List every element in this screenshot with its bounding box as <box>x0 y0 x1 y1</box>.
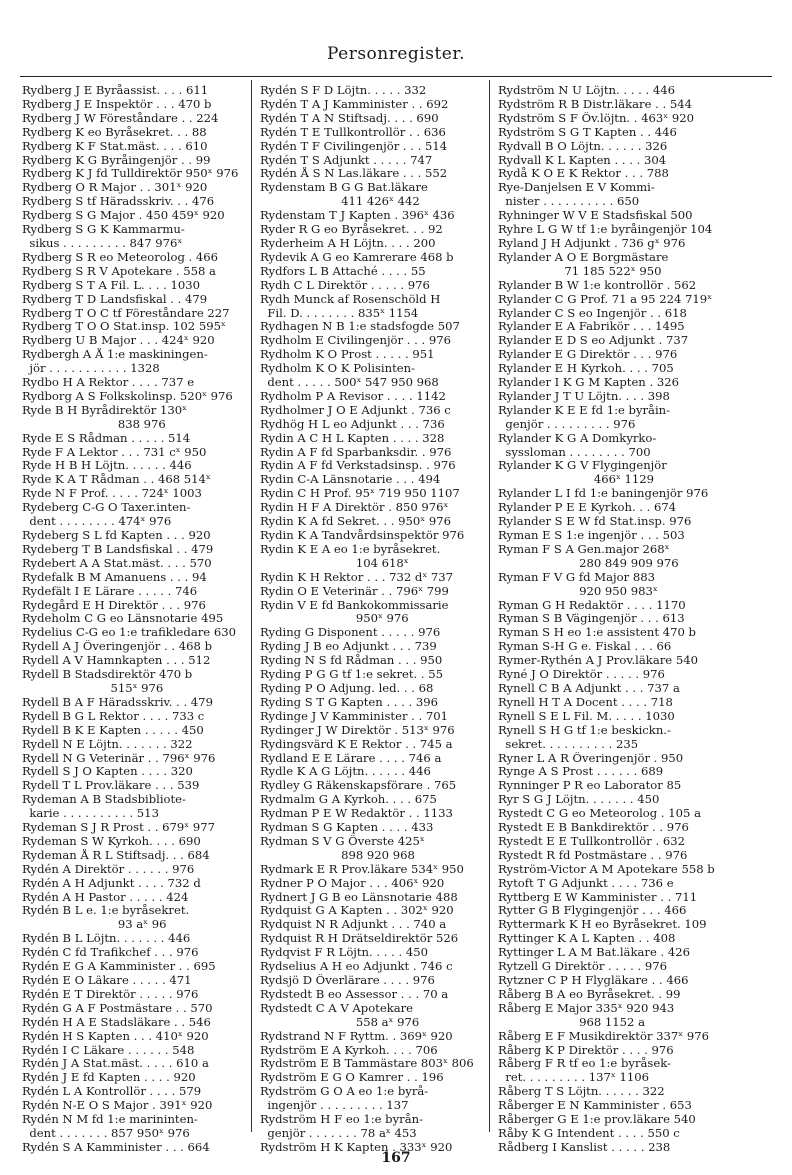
register-entry: Rymer-Rythén A J Prov.läkare 540 <box>498 654 698 668</box>
register-entry: Rydén A H Adjunkt . . . . 732 d <box>22 876 201 890</box>
register-entry: Rydin V E fd Bankokommissarie <box>260 598 449 612</box>
register-entry: Rydell B G L Rektor . . . . 733 c <box>22 709 205 723</box>
register-entry: Ryding S T G Kapten . . . . 396 <box>260 695 439 709</box>
register-entry: Rylander E G Direktör . . . 976 <box>498 348 678 362</box>
register-entry: Rylander E H Kyrkoh. . . . 705 <box>498 362 674 376</box>
register-entry: Rystedt C G eo Meteorolog . 105 a <box>498 807 701 821</box>
register-entry: Rydén H S Kapten . . . 410ˣ 920 <box>22 1029 209 1043</box>
register-entry: Rydbergh A Å 1:e maskiningen- <box>22 348 208 362</box>
register-entry: Rydström H F eo 1:e byrån- <box>260 1113 423 1127</box>
register-entry: 950ˣ 976 <box>260 612 409 626</box>
register-entry: Rydin K A fd Sekret. . . 950ˣ 976 <box>260 515 452 529</box>
register-entry: Rydén T F Civilingenjör . . . 514 <box>260 139 448 153</box>
register-entry: Rydén S F D Löjtn. . . . . 332 <box>260 84 427 97</box>
register-entry: Rydén E O Läkare . . . . . 471 <box>22 974 192 987</box>
register-entry: 71 185 522ˣ 950 <box>498 264 662 278</box>
register-entry: sekret. . . . . . . . . . 235 <box>498 737 639 751</box>
column-divider <box>251 80 252 1132</box>
register-entry: Rydquist G A Kapten . . 302ˣ 920 <box>260 904 454 918</box>
register-entry: Rydell N E Löjtn. . . . . . . 322 <box>22 737 193 751</box>
register-entry: ret. . . . . . . . . 137ˣ 1106 <box>498 1071 650 1085</box>
register-entry: Rydh Munck af Rosenschöld H <box>260 292 441 306</box>
register-column-3 <box>498 84 728 1155</box>
register-entry: Rydén S A Kamminister . . . 664 <box>22 1140 210 1154</box>
register-entry: Rydin K A Tandvårdsinspektör 976 <box>260 529 465 542</box>
register-entry: Ryderheim A H Löjtn. . . . 200 <box>260 236 436 250</box>
register-entry: Rydin C H Prof. 95ˣ 719 950 1107 <box>260 487 460 501</box>
register-entry: Ryman F V G fd Major 883 <box>498 570 655 584</box>
register-column-2 <box>260 84 482 1155</box>
register-entry: Ryström-Victor A M Apotekare 558 b <box>498 862 715 876</box>
register-entry: Rydman S G Kapten . . . . 433 <box>260 821 434 835</box>
register-entry: Rydselius A H eo Adjunkt . 746 c <box>260 960 453 974</box>
register-entry: Rydberg T O C tf Föreståndare 227 <box>22 306 230 320</box>
register-entry: Rydin O E Veterinär . . 796ˣ 799 <box>260 584 449 598</box>
register-entry: Rydberg K G Byråingenjör . . 99 <box>22 153 211 167</box>
register-entry: Rydstedt C A V Apotekare <box>260 1001 414 1015</box>
register-entry: Rydholm K O K Polisinten- <box>260 362 415 376</box>
register-entry: Ryner L A R Överingenjör . 950 <box>498 751 684 765</box>
register-entry: Rydman S V G Överste 425ˣ <box>260 834 425 848</box>
register-entry: dent . . . . . . . 857 950ˣ 976 <box>22 1126 190 1140</box>
register-entry: Råberg T S Löjtn. . . . . . 322 <box>498 1085 665 1099</box>
register-entry: Ryman G H Redaktör . . . . 1170 <box>498 598 686 612</box>
register-entry: Ryde B H Byrådirektör 130ˣ <box>22 403 188 417</box>
register-entry: Rydén G A F Postmästare . . 570 <box>22 1001 213 1015</box>
register-entry: Rydén A H Pastor . . . . . 424 <box>22 890 189 904</box>
page-title: Personregister. <box>326 44 466 64</box>
register-entry: 920 950 983ˣ <box>498 584 658 598</box>
register-entry: ingenjör . . . . . . . . . 137 <box>260 1099 409 1113</box>
register-entry: Rydén L A Kontrollör . . . . 579 <box>22 1085 202 1099</box>
register-entry: Rydin K E A eo 1:e byråsekret. <box>260 542 441 556</box>
register-entry: Rynell C B A Adjunkt . . . 737 a <box>498 681 680 695</box>
register-entry: Ryné J O Direktör . . . . . 976 <box>498 668 665 682</box>
register-entry: Rydberg J W Föreståndare . . 224 <box>22 111 219 125</box>
register-entry: Rydén E T Direktör . . . . . 976 <box>22 987 199 1001</box>
register-entry: Ryhre L G W tf 1:e byråingenjör 104 <box>498 223 713 237</box>
register-entry: Rydberg K J fd Tulldirektör 950ˣ 976 <box>22 167 239 181</box>
register-entry: Rylander K G V Flygingenjör <box>498 459 667 473</box>
register-entry: Rydvall B O Löjtn. . . . . . 326 <box>498 139 668 153</box>
register-entry: Ryding G Disponent . . . . . 976 <box>260 626 441 640</box>
register-entry: Rylander K E E fd 1:e byråin- <box>498 403 671 417</box>
register-entry: Ryde K A T Rådman . . 468 514ˣ <box>22 473 211 487</box>
register-entry: Rydefalk B M Amanuens . . . 94 <box>22 570 207 584</box>
register-entry: Rylander E D S eo Adjunkt . 737 <box>498 334 689 348</box>
register-entry: Rytoft T G Adjunkt . . . . 736 e <box>498 876 674 890</box>
register-entry: Råby K G Intendent . . . . 550 c <box>498 1126 680 1140</box>
register-entry: Rydholm P A Revisor . . . . 1142 <box>260 389 446 403</box>
register-entry: Ryr S G J Löjtn. . . . . . . 450 <box>498 793 660 807</box>
register-entry: Rydquist R H Drätseldirektör 526 <box>260 932 459 946</box>
register-entry: Rydeman S J R Prost . . 679ˣ 977 <box>22 821 216 835</box>
register-entry: Ryde F A Lektor . . . 731 cˣ 950 <box>22 445 207 459</box>
register-entry: Rydberg T D Landsfiskal . . 479 <box>22 292 208 306</box>
register-entry: Ryde H B H Löjtn. . . . . . 446 <box>22 459 192 473</box>
register-entry: Rydmark E R Prov.läkare 534ˣ 950 <box>260 862 464 876</box>
register-entry: Rydström H K Kapten . 333ˣ 920 <box>260 1140 453 1154</box>
register-entry: Rydberg T O O Stat.insp. 102 595ˣ <box>22 320 226 334</box>
register-entry: Rydén T E Tullkontrollör . . 636 <box>260 125 446 139</box>
register-entry: 104 618ˣ <box>260 556 409 570</box>
register-entry: Rydell N G Veterinär . . 796ˣ 976 <box>22 751 216 765</box>
register-entry: Rydner P O Major . . . 406ˣ 920 <box>260 876 445 890</box>
register-entry: Rådberg I Kanslist . . . . . 238 <box>498 1140 671 1154</box>
register-entry: Rydbo H A Rektor . . . . 737 e <box>22 376 195 390</box>
register-entry: Rydin C-A Länsnotarie . . . 494 <box>260 473 441 487</box>
register-entry: Rydström E A Kyrkoh. . . . 706 <box>260 1043 438 1057</box>
register-entry: Rydin H F A Direktör . 850 976ˣ <box>260 501 449 515</box>
register-entry: Rydström E B Tammästare 803ˣ 806 <box>260 1057 474 1071</box>
register-entry: Ryder R G eo Byråsekret. . . 92 <box>260 223 443 237</box>
register-entry: Rynge A S Prost . . . . . . 689 <box>498 765 664 779</box>
register-entry: Rydberg J E Inspektör . . . 470 b <box>22 97 212 111</box>
register-entry: Ryde N F Prof. . . . . 724ˣ 1003 <box>22 487 202 501</box>
register-entry: Rydholm E Civilingenjör . . . 976 <box>260 334 451 348</box>
register-entry: nister . . . . . . . . . . 650 <box>498 195 640 209</box>
register-entry: Rydsjö D Överlärare . . . . 976 <box>260 974 435 987</box>
register-entry: Ryhninger W V E Stadsfiskal 500 <box>498 209 693 223</box>
register-entry: Rytzner C P H Flygläkare . . 466 <box>498 974 689 987</box>
register-entry: Rydén H A E Stadsläkare . . 546 <box>22 1015 211 1029</box>
register-entry: Ryman F S A Gen.major 268ˣ <box>498 542 670 556</box>
register-entry: Ryman S H eo 1:e assistent 470 b <box>498 626 696 640</box>
register-entry: 280 849 909 976 <box>498 556 679 570</box>
register-entry: Rydén A Direktör . . . . . . 976 <box>22 862 195 876</box>
register-entry: Rylander S E W fd Stat.insp. 976 <box>498 515 692 529</box>
register-entry: Rylander C S eo Ingenjör . . 618 <box>498 306 687 320</box>
register-entry: Ryman S-H G e. Fiskal . . . 66 <box>498 640 672 654</box>
register-entry: Rydén J E fd Kapten . . . . 920 <box>22 1071 196 1085</box>
register-entry: Rydén B L e. 1:e byråsekret. <box>22 904 190 918</box>
register-entry: jör . . . . . . . . . . . 1328 <box>22 362 160 376</box>
register-entry: Rydinge J V Kamminister . . 701 <box>260 709 449 723</box>
register-entry: sikus . . . . . . . . . 847 976ˣ <box>22 236 183 250</box>
register-entry: Rydén T S Adjunkt . . . . . 747 <box>260 153 433 167</box>
register-entry: Rydell A V Hamnkapten . . . 512 <box>22 654 211 668</box>
register-entry: Rydvall K L Kapten . . . . 304 <box>498 153 667 167</box>
register-entry: Rydnert J G B eo Länsnotarie 488 <box>260 890 458 904</box>
register-entry: 93 aˣ 96 <box>22 918 167 932</box>
register-entry: Rydeberg T B Landsfiskal . . 479 <box>22 542 214 556</box>
register-entry: 968 1152 a <box>498 1015 645 1029</box>
register-entry: Rydholm K O Prost . . . . . 951 <box>260 348 435 362</box>
register-entry: Rydhagen N B 1:e stadsfogde 507 <box>260 320 460 334</box>
register-entry: genjör . . . . . . . 78 aˣ 453 <box>260 1126 417 1140</box>
register-entry: Rydström S F Öv.löjtn. . 463ˣ 920 <box>498 111 695 125</box>
register-entry: Rydegård E H Direktör . . . 976 <box>22 598 206 612</box>
register-entry: Rydberg S G K Kammarmu- <box>22 223 185 237</box>
register-entry: Rydberg J E Byråassist. . . . 611 <box>22 84 209 97</box>
register-entry: 898 920 968 <box>260 848 415 862</box>
register-entry: Rydingsvärd K E Rektor . . 745 a <box>260 737 453 751</box>
register-entry: Rydå K O E K Rektor . . . 788 <box>498 167 669 181</box>
register-entry: Rydeman Å R L Stiftsadj. . . 684 <box>22 848 210 862</box>
register-entry: Råberg B A eo Byråsekret. . 99 <box>498 987 681 1001</box>
register-entry: Rydell T L Prov.läkare . . . 539 <box>22 779 200 793</box>
register-entry: Rydeman A B Stadsbibliote- <box>22 793 186 807</box>
register-entry: Ryde E S Rådman . . . . . 514 <box>22 431 191 445</box>
page-number: 167 <box>381 1150 411 1166</box>
register-entry: Rydhög H L eo Adjunkt . . . 736 <box>260 417 445 431</box>
register-entry: Rydberg S G Major . 450 459ˣ 920 <box>22 209 225 223</box>
register-entry: Rydin K H Rektor . . . 732 dˣ 737 <box>260 570 454 584</box>
register-entry: dent . . . . . 500ˣ 547 950 968 <box>260 376 439 390</box>
register-entry: Rydeholm C G eo Länsnotarie 495 <box>22 612 224 626</box>
register-entry: Rynell S H G tf 1:e beskickn.- <box>498 723 671 737</box>
register-entry: Rydman P E W Redaktör . . 1133 <box>260 807 453 821</box>
register-entry: Ryttberg E W Kamminister . . 711 <box>498 890 698 904</box>
register-entry: Rydström N U Löjtn. . . . . 446 <box>498 84 675 97</box>
register-entry: Rydström S G T Kapten . . 446 <box>498 125 677 139</box>
register-entry: Rydberg K eo Byråsekret. . . 88 <box>22 125 207 139</box>
register-entry: Rydström R B Distr.läkare . . 544 <box>498 97 693 111</box>
register-entry: Ryding P O Adjung. led. . . 68 <box>260 681 434 695</box>
register-entry: Rydell A J Överingenjör . . 468 b <box>22 640 213 654</box>
register-entry: Rydland E E Lärare . . . . 746 a <box>260 751 442 765</box>
register-entry: Rydstedt B eo Assessor . . . 70 a <box>260 987 449 1001</box>
register-entry: Rydén I C Läkare . . . . . . 548 <box>22 1043 195 1057</box>
register-entry: Rylander P E E Kyrkoh. . . 674 <box>498 501 677 515</box>
register-entry: genjör . . . . . . . . . 976 <box>498 417 636 431</box>
register-entry: Rylander K G A Domkyrko- <box>498 431 657 445</box>
register-entry: Ryttinger K A L Kapten . . 408 <box>498 932 676 946</box>
register-entry: 411 426ˣ 442 <box>260 195 420 209</box>
register-entry: Rydstrand N F Ryttm. . 369ˣ 920 <box>260 1029 453 1043</box>
register-entry: syssloman . . . . . . . . 700 <box>498 445 651 459</box>
register-entry: Råberger G E 1:e prov.läkare 540 <box>498 1113 696 1127</box>
register-entry: Rydeberg S L fd Kapten . . . 920 <box>22 529 211 542</box>
register-entry: Rydström E G O Kamrer . . 196 <box>260 1071 444 1085</box>
register-entry: Rylander E A Fabrikör . . . 1495 <box>498 320 685 334</box>
register-entry: Ryding N S fd Rådman . . . 950 <box>260 654 443 668</box>
register-entry: Rydin A F fd Verkstadsinsp. . 976 <box>260 459 456 473</box>
register-entry: Rydelius C-G eo 1:e trafikledare 630 <box>22 626 236 640</box>
register-entry: Rynell H T A Docent . . . . 718 <box>498 695 673 709</box>
register-entry: Rydén N M fd 1:e marininten- <box>22 1113 198 1127</box>
register-entry: Rydberg O R Major . . 301ˣ 920 <box>22 181 208 195</box>
register-entry: Rydebert A A Stat.mäst. . . . 570 <box>22 556 212 570</box>
register-entry: dent . . . . . . . . 474ˣ 976 <box>22 515 172 529</box>
register-entry: Rydén E G A Kamminister . . 695 <box>22 960 216 974</box>
register-entry: karie . . . . . . . . . . 513 <box>22 807 159 821</box>
register-entry: Rydberg S R eo Meteorolog . 466 <box>22 250 219 264</box>
register-entry: Rydén J A Stat.mäst. . . . . 610 a <box>22 1057 209 1071</box>
register-entry: 838 976 <box>22 417 166 431</box>
register-entry: Rydström G O A eo 1:e byrå- <box>260 1085 429 1099</box>
register-entry: Rydley G Räkenskapsförare . 765 <box>260 779 457 793</box>
register-entry: Råberg F R tf eo 1:e byråsek- <box>498 1057 671 1071</box>
register-entry: Ryttermark K H eo Byråsekret. 109 <box>498 918 707 932</box>
register-entry: Rydevik A G eo Kamrerare 468 b <box>260 250 454 264</box>
register-entry: Råberg K P Direktör . . . . 976 <box>498 1043 674 1057</box>
register-entry: Rydell B Stadsdirektör 470 b <box>22 668 193 682</box>
register-entry: Rydberg S T A Fil. L. . . . 1030 <box>22 278 201 292</box>
register-entry: Rydberg S R V Apotekare . 558 a <box>22 264 216 278</box>
register-entry: Rydén N-E O S Major . 391ˣ 920 <box>22 1099 213 1113</box>
register-entry: Ryttinger L A M Bat.läkare . 426 <box>498 946 690 960</box>
register-entry: Rydin A F fd Sparbanksdir. . 976 <box>260 445 452 459</box>
register-entry: Rylander L I fd 1:e baningenjör 976 <box>498 487 709 501</box>
register-entry: Rydell B K E Kapten . . . . . 450 <box>22 723 204 737</box>
register-entry: Rydefält I E Lärare . . . . . 746 <box>22 584 198 598</box>
register-entry: Rydborg A S Folkskolinsp. 520ˣ 976 <box>22 389 233 403</box>
register-entry: Rylander J T U Löjtn. . . . 398 <box>498 389 670 403</box>
register-entry: Rylander A O E Borgmästare <box>498 250 669 264</box>
register-entry: Rylander I K G M Kapten . 326 <box>498 376 679 390</box>
register-entry: Rydberg K F Stat.mäst. . . . 610 <box>22 139 208 153</box>
register-entry: Rylander C G Prof. 71 a 95 224 719ˣ <box>498 292 713 306</box>
register-entry: Råberger E N Kamminister . 653 <box>498 1099 692 1113</box>
register-entry: 558 aˣ 976 <box>260 1015 420 1029</box>
register-entry: Rystedt E E Tullkontrollör . 632 <box>498 834 686 848</box>
register-entry: Rylander B W 1:e kontrollör . 562 <box>498 278 697 292</box>
register-entry: Rydberg S tf Häradsskriv. . . 476 <box>22 195 215 209</box>
register-entry: 466ˣ 1129 <box>498 473 655 487</box>
register-entry: Ryding J B eo Adjunkt . . . 739 <box>260 640 437 654</box>
register-entry: Rydén Å S N Las.läkare . . . 552 <box>260 167 448 181</box>
register-entry: Rydén T A J Kamminister . . 692 <box>260 97 449 111</box>
register-entry: Rye-Danjelsen E V Kommi- <box>498 181 655 195</box>
register-entry: Rydholmer J O E Adjunkt . 736 c <box>260 403 451 417</box>
register-entry: Rydqvist F R Löjtn. . . . . 450 <box>260 946 428 960</box>
register-entry: Rynninger P R eo Laborator 85 <box>498 779 682 793</box>
register-entry: Ryman S B Vägingenjör . . . 613 <box>498 612 685 626</box>
header-rule <box>20 76 772 77</box>
register-entry: Rydeman S W Kyrkoh. . . . 690 <box>22 834 201 848</box>
register-entry: Rydmalm G A Kyrkoh. . . . 675 <box>260 793 437 807</box>
register-entry: 515ˣ 976 <box>22 681 164 695</box>
register-entry: Rystedt R fd Postmästare . . 976 <box>498 848 688 862</box>
register-entry: Råberg E Major 335ˣ 920 943 <box>498 1001 675 1015</box>
register-entry: Rydenstam T J Kapten . 396ˣ 436 <box>260 209 455 223</box>
register-entry: Fil. D. . . . . . . . 835ˣ 1154 <box>260 306 419 320</box>
register-entry: Rydberg U B Major . . . 424ˣ 920 <box>22 334 215 348</box>
register-entry: Rydh C L Direktör . . . . . 976 <box>260 278 430 292</box>
register-entry: Ryland J H Adjunkt . 736 gˣ 976 <box>498 236 686 250</box>
register-entry: Rydinger J W Direktör . 513ˣ 976 <box>260 723 455 737</box>
register-entry: Rydell S J O Kapten . . . . 320 <box>22 765 193 779</box>
register-entry: Rydfors L B Attaché . . . . 55 <box>260 264 426 278</box>
register-entry: Rydén T A N Stiftsadj. . . . 690 <box>260 111 439 125</box>
register-entry: Rydin A C H L Kapten . . . . 328 <box>260 431 445 445</box>
register-entry: Rynell S E L Fil. M. . . . . 1030 <box>498 709 675 723</box>
register-column-1 <box>22 84 244 1155</box>
register-entry: Rydenstam B G G Bat.läkare <box>260 181 428 195</box>
register-entry: Rytter G B Flygingenjör . . . 466 <box>498 904 687 918</box>
register-entry: Rydeberg C-G O Taxer.inten- <box>22 501 191 515</box>
column-divider <box>489 80 490 1132</box>
register-entry: Rystedt E B Bankdirektör . . 976 <box>498 821 689 835</box>
register-entry: Rydén B L Löjtn. . . . . . . 446 <box>22 932 191 946</box>
register-entry: Rytzell G Direktör . . . . . 976 <box>498 960 668 974</box>
register-entry: Rydell B A F Häradsskriv. . . 479 <box>22 695 213 709</box>
register-entry: Råberg E F Musikdirektör 337ˣ 976 <box>498 1029 710 1043</box>
register-entry: Rydquist N R Adjunkt . . . 740 a <box>260 918 447 932</box>
register-entry: Ryman E S 1:e ingenjör . . . 503 <box>498 529 685 542</box>
register-entry: Rydén C fd Trafikchef . . . 976 <box>22 946 199 960</box>
register-entry: Ryding P G G tf 1:e sekret. . 55 <box>260 668 444 682</box>
register-entry: Rydle K A G Löjtn. . . . . . 446 <box>260 765 431 779</box>
